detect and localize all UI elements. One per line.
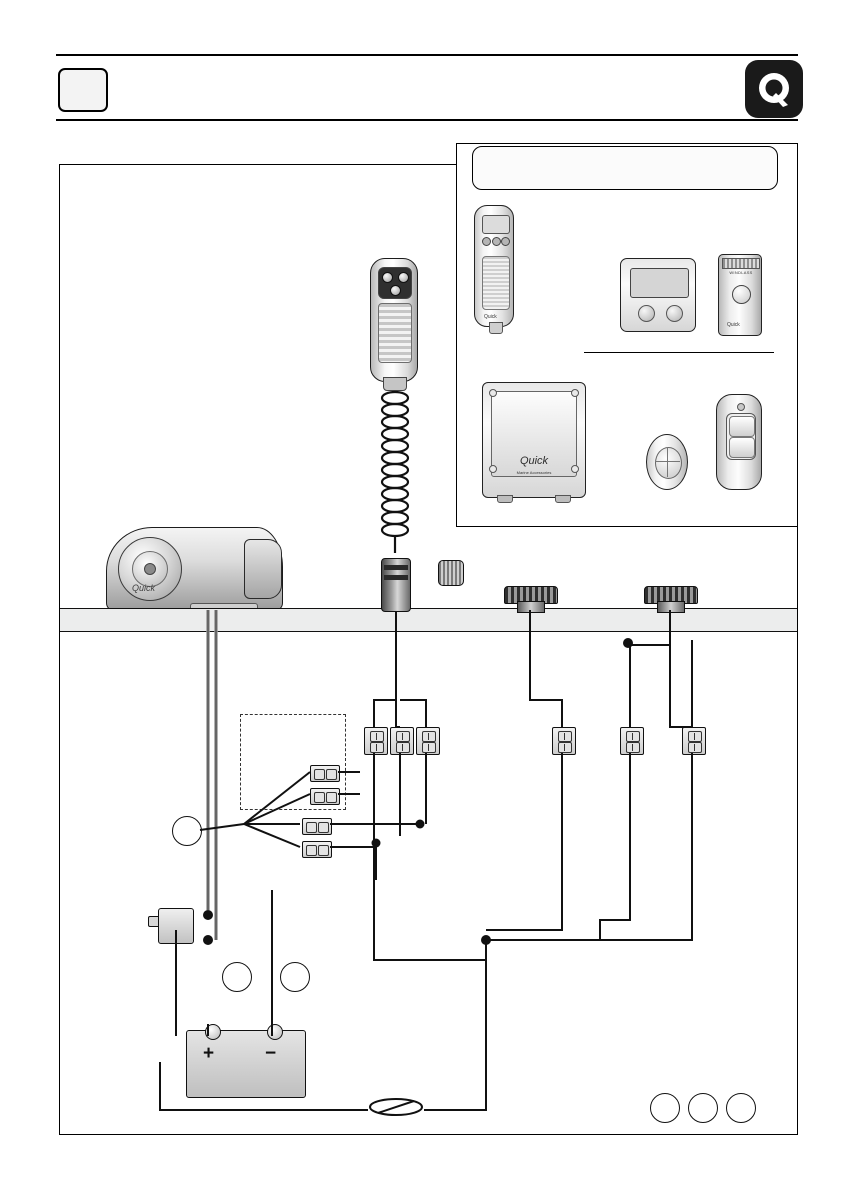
remote-keypad [378,267,412,299]
terminal-block-8 [310,788,340,805]
connector-protective-cap [438,560,464,586]
terminal-screw [396,731,410,742]
control-box-screw-tl [489,389,497,397]
terminal-block-1 [364,727,388,755]
windlass-gypsy [244,539,282,599]
windlass-brand: Quick [132,583,156,593]
remote-cable-tail [489,322,503,334]
connector-ring-1 [384,565,408,570]
deck-connector-plug [381,558,411,612]
header-rule-bottom [56,119,798,121]
deck-socket-left-neck [517,601,545,613]
counter-knob-left [638,305,655,322]
terminal-screw [370,742,384,753]
terminal-screw [326,769,337,780]
wireless-remote-button-down [729,437,755,458]
callout-legend-1 [650,1093,680,1123]
terminal-block-10 [302,841,332,858]
control-box-subtitle: Marine Accessories [516,470,552,475]
accessory-panel-header [472,146,778,190]
control-box-foot-right [555,495,571,503]
header-rule-top [56,54,798,56]
terminal-screw [326,792,337,803]
terminal-screw [688,742,702,753]
battery-negative-post [267,1024,283,1040]
terminal-screw [306,845,317,856]
control-box [482,382,586,498]
terminal-block-6 [682,727,706,755]
wireless-remote-button-up [729,416,755,437]
hand-remote-controller [474,205,514,327]
terminal-screw [306,822,317,833]
counter-screen [630,268,689,298]
wall-panel-dial [732,285,751,304]
deck-socket-right [644,586,696,610]
terminal-block-9 [302,818,332,835]
quick-logo [745,60,803,118]
terminal-screw [318,822,329,833]
terminal-block-4 [552,727,576,755]
remote-key-up [382,272,393,283]
counter-knob-right [666,305,683,322]
connector-ring-2 [384,575,408,580]
battery-negative-label: − [265,1043,277,1064]
terminal-screw [422,731,436,742]
terminal-screw [558,742,572,753]
battery [186,1030,306,1098]
deck-line [60,608,797,632]
remote-grip [482,256,510,310]
callout-a [172,816,202,846]
terminal-screw [314,792,325,803]
wireless-remote-pad [726,413,756,460]
coiled-cable [376,388,414,553]
hand-held-remote [370,258,418,382]
control-box-foot-left [497,495,513,503]
callout-b [222,962,252,992]
wireless-remote-led [737,403,745,411]
windlass-unit [106,519,281,611]
terminal-screw [318,845,329,856]
foot-switch-cross-v [667,447,668,477]
remote-main-grip [378,303,412,363]
terminal-screw [370,731,384,742]
terminal-screw [396,742,410,753]
remote-buttons [482,237,508,251]
remote-brand: Quick [484,314,497,320]
accessory-panel-divider [584,352,774,353]
callout-legend-2 [688,1093,718,1123]
wall-panel-cap [722,258,760,269]
remote-key-down [398,272,409,283]
wall-panel-brand: Quick [727,322,740,328]
remote-key-enter [390,285,401,296]
wall-control-panel [718,254,762,336]
terminal-screw [626,731,640,742]
battery-positive-label: + [203,1043,215,1064]
deck-socket-left [504,586,556,610]
terminal-block-7 [310,765,340,782]
terminal-screw [688,731,702,742]
callout-legend-3 [726,1093,756,1123]
foot-switch-inner [655,447,682,479]
circuit-breaker [148,904,200,948]
terminal-screw [626,742,640,753]
chain-counter-display [620,258,696,332]
remote-button-up [482,237,491,246]
terminal-screw [422,742,436,753]
terminal-block-5 [620,727,644,755]
terminal-block-3 [416,727,440,755]
terminal-screw [314,769,325,780]
control-box-screw-tr [571,389,579,397]
header-chapter-box [58,68,108,112]
terminal-block-2 [390,727,414,755]
control-box-brand: Quick [519,455,549,467]
circuit-breaker-body [158,908,194,944]
battery-positive-post [205,1024,221,1040]
wall-panel-label: WINDLASS [729,270,753,275]
windlass-hub [144,563,156,575]
terminal-screw [558,731,572,742]
foot-switch [646,434,688,490]
remote-button-down [492,237,501,246]
deck-socket-right-neck [657,601,685,613]
remote-screen [482,215,510,234]
wireless-remote [716,394,762,490]
anchor-ground-symbol [368,1096,424,1118]
callout-c [280,962,310,992]
remote-button-aux [501,237,510,246]
